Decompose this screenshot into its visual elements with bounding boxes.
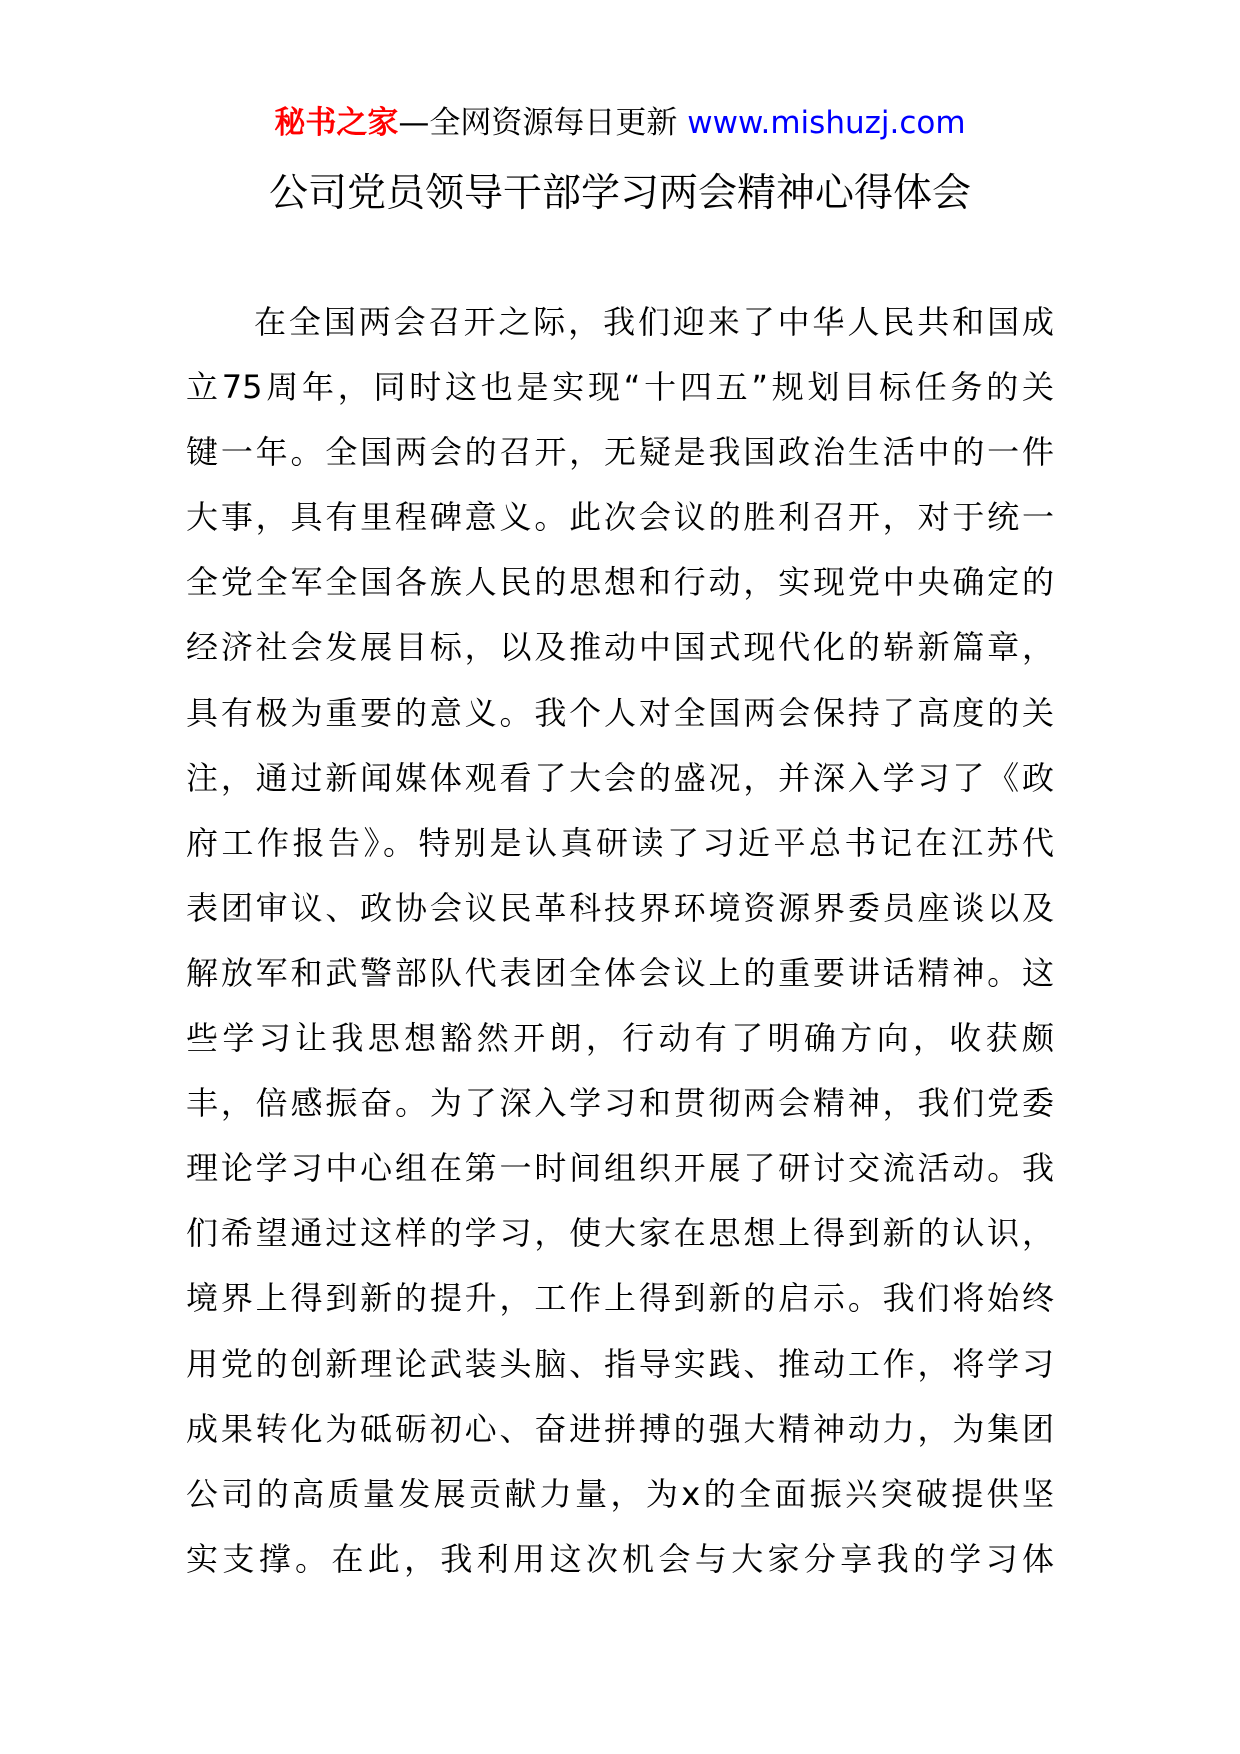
site-tagline: —全网资源每日更新 xyxy=(398,105,678,141)
body-line: 丰，倍感振奋。为了深入学习和贯彻两会精神，我们党委 xyxy=(186,1084,1054,1123)
body-line: 具有极为重要的意义。我个人对全国两会保持了高度的关 xyxy=(186,693,1054,732)
body-line: 键一年。全国两会的召开，无疑是我国政治生活中的一件 xyxy=(186,433,1054,472)
body-line: 经济社会发展目标，以及推动中国式现代化的崭新篇章， xyxy=(186,628,1054,667)
body-line: 公司的高质量发展贡献力量，为x的全面振兴突破提供坚 xyxy=(186,1474,1054,1513)
body-line: 全党全军全国各族人民的思想和行动，实现党中央确定的 xyxy=(186,563,1054,602)
site-url-link[interactable]: www.mishuzj.com xyxy=(687,105,966,141)
body-line: 立75周年，同时这也是实现“十四五”规划目标任务的关 xyxy=(186,368,1054,407)
body-line: 境界上得到新的提升，工作上得到新的启示。我们将始终 xyxy=(186,1279,1054,1318)
body-line: 成果转化为砥砺初心、奋进拼搏的强大精神动力，为集团 xyxy=(186,1409,1054,1448)
body-line: 注，通过新闻媒体观看了大会的盛况，并深入学习了《政 xyxy=(186,758,1054,797)
body-line: 在全国两会召开之际，我们迎来了中华人民共和国成 xyxy=(254,303,1054,341)
site-brand: 秘书之家 xyxy=(274,105,399,141)
body-line: 解放军和武警部队代表团全体会议上的重要讲话精神。这 xyxy=(186,953,1054,992)
body-line: 大事，具有里程碑意义。此次会议的胜利召开，对于统一 xyxy=(186,498,1054,537)
site-header xyxy=(0,98,1240,148)
body-line: 实支撑。在此，我利用这次机会与大家分享我的学习体 xyxy=(186,1539,1054,1578)
document-title: 公司党员领导干部学习两会精神心得体会 xyxy=(268,171,971,216)
body-line: 用党的创新理论武装头脑、指导实践、推动工作，将学习 xyxy=(186,1344,1054,1383)
body-line: 表团审议、政协会议民革科技界环境资源界委员座谈以及 xyxy=(186,888,1054,927)
body-line: 些学习让我思想豁然开朗，行动有了明确方向，收获颇 xyxy=(186,1019,1054,1058)
body-line: 们希望通过这样的学习，使大家在思想上得到新的认识， xyxy=(186,1214,1054,1253)
document-body xyxy=(186,290,1054,1592)
body-line: 理论学习中心组在第一时间组织开展了研讨交流活动。我 xyxy=(186,1149,1054,1188)
body-line: 府工作报告》。特别是认真研读了习近平总书记在江苏代 xyxy=(186,823,1054,862)
